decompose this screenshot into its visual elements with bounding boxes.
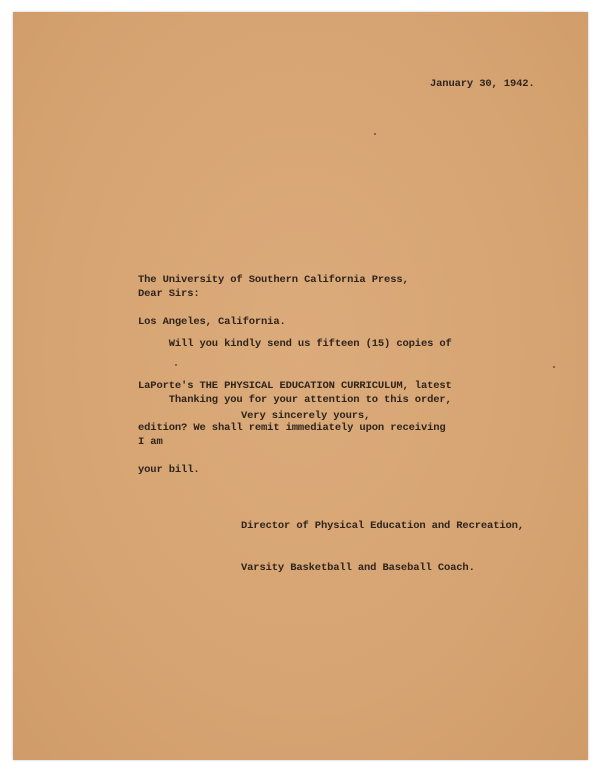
paper-speck	[553, 366, 555, 368]
paper-speck	[175, 364, 177, 366]
body-line: I am	[138, 436, 163, 448]
body-line: Thanking you for your attention to this order,	[138, 394, 452, 406]
signature-block	[241, 491, 524, 603]
complimentary-closing: Very sincerely yours,	[241, 410, 371, 422]
body-line: Will you kindly send us fifteen (15) copies of	[138, 338, 452, 350]
body-line: edition? We shall remit immediately upon receiving	[138, 422, 446, 434]
address-line: The University of Southern California Press,	[138, 274, 409, 286]
signature-line: Varsity Basketball and Baseball Coach.	[241, 562, 475, 574]
signature-line: Director of Physical Education and Recreation,	[241, 520, 524, 532]
salutation: Dear Sirs:	[138, 288, 200, 300]
letter-date: January 30, 1942.	[430, 78, 535, 90]
address-line: Los Angeles, California.	[138, 316, 286, 328]
letter-page	[13, 12, 588, 760]
body-line: LaPorte's THE PHYSICAL EDUCATION CURRICULUM, latest	[138, 380, 452, 392]
paper-speck	[374, 133, 376, 135]
body-line: your bill.	[138, 464, 200, 476]
